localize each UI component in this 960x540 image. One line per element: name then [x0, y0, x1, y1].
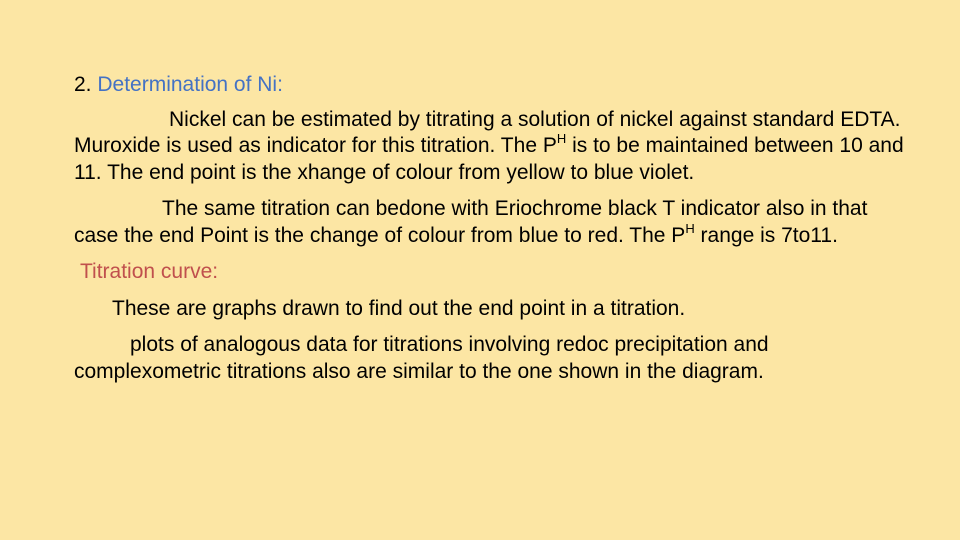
titration-curve-title-colon: : — [212, 260, 219, 283]
section-number: 2. — [74, 73, 98, 96]
nickel-paragraph-1-text-b: is to be maintained between 10 and 11. The end point is the xhange of colour from yellow to blue violet. — [74, 134, 904, 184]
titration-paragraph-2: plots of analogous data for titrations involving redoc precipitation and complexometric titrations also are similar to the one shown in the diagram. — [74, 333, 769, 383]
ph-superscript: H — [685, 220, 695, 236]
section-heading-nickel — [74, 72, 904, 99]
section-title: Determination of Ni — [97, 73, 278, 96]
titration-curve-title: Titration curve — [80, 260, 213, 283]
nickel-paragraph-1 — [74, 107, 904, 187]
section-heading-titration-curve — [74, 259, 904, 286]
titration-paragraph-1: These are graphs drawn to find out the end point in a titration. — [112, 296, 686, 320]
ph-superscript: H — [556, 131, 567, 146]
nickel-paragraph-2-text-a: The same titration can bedone with Eriochrome black T indicator also in that case the end Point is the change of colour from blue to red. The P — [74, 197, 868, 247]
slide-content — [74, 72, 904, 385]
nickel-paragraph-2-text-b: range is 7to11. — [694, 223, 838, 247]
nickel-paragraph-2 — [74, 196, 904, 249]
nickel-paragraph-1-text-a: Nickel can be estimated by titrating a solution of nickel against standard EDTA. Muroxide is used as indicator for this titration. The P — [74, 107, 901, 157]
section-title-colon: : — [277, 73, 283, 96]
